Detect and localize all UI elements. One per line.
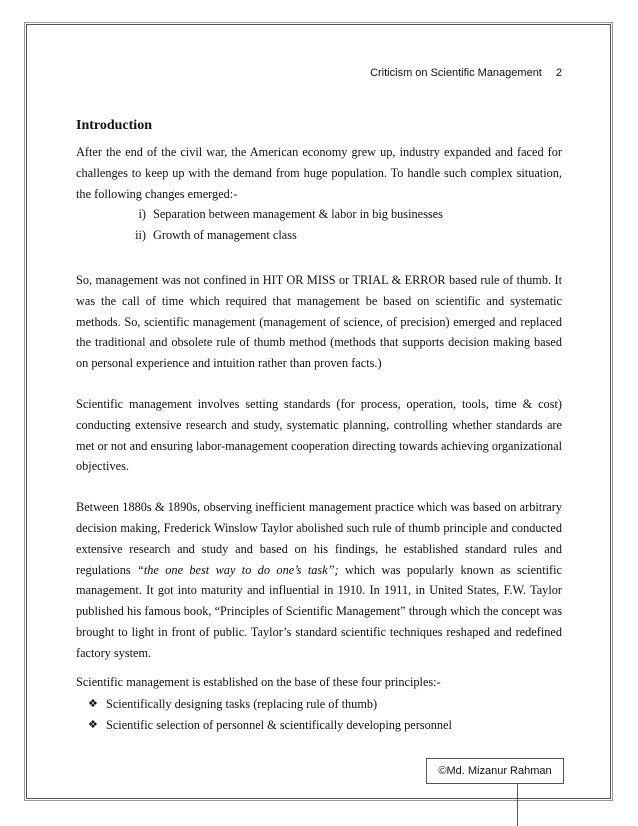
principles-list (88, 694, 562, 736)
paragraph-taylor (76, 497, 562, 663)
document-body (76, 118, 562, 736)
taylor-text-end: which was popularly known as scientific management. It got into maturity and influential in 1910. In 1911, in United States, F.W. Taylor published his famous book, “Principles of Scientific Management” through which the concept was brought to light in front of public. Taylor’s standard scientific techniques reshaped and redefined factory system. (76, 562, 562, 660)
diamond-bullet-icon: ❖ (88, 697, 98, 711)
taylor-quote: “the one best way to do one’s task”; (137, 562, 339, 577)
intro-paragraph: After the end of the civil war, the American economy grew up, industry expanded and faced for challenges to keep up with the demand from huge population. To handle such complex situation, the following changes emerged:- (76, 145, 562, 201)
section-heading: Introduction (76, 118, 152, 133)
running-header (0, 67, 562, 79)
footer-divider (517, 784, 518, 826)
page-number: 2 (555, 67, 562, 79)
footer-author: ©Md. Mizanur Rahman (438, 765, 552, 777)
list-item (88, 715, 562, 736)
list-item-text: Scientific selection of personnel & scientifically developing personnel (106, 718, 452, 733)
list-item-text: Growth of management class (153, 228, 297, 243)
paragraph-definition: Scientific management involves setting standards (for process, operation, tools, time & cost) conducting extensive research and study, systematic planning, controlling whether standards are met or not and ensuring labor-management cooperation directing towards achieving organizational objectives. (76, 396, 562, 474)
list-item-text: Scientifically designing tasks (replacing rule of thumb) (106, 697, 378, 712)
header-title: Criticism on Scientific Management (370, 67, 542, 79)
list-item-text: Separation between management & labor in big businesses (153, 207, 443, 222)
changes-list (126, 204, 562, 246)
taylor-text-start: Between 1880s & 1890s, observing inefficient management practice which was based on arbitrary decision making, Frederick Winslow Taylor abolished such rule of thumb principle and conducted extensive research and study and based on his findings, he established standard rules and regulations (76, 500, 562, 577)
paragraph-rule-of-thumb: So, management was not confined in HIT OR MISS or TRIAL & ERROR based rule of thumb. It was the call of time which required that management be based on scientific and systematic methods. So, scientific management (management of science, of precision) emerged and replaced the traditional and obsolete rule of thumb method (methods that supports decision making based on personal experience and intuition rather than proven facts.) (76, 272, 562, 371)
list-item (126, 204, 562, 225)
list-marker: i) (138, 207, 146, 222)
list-item (126, 225, 562, 246)
list-item (88, 694, 562, 715)
principles-intro: Scientific management is established on the base of these four principles:- (76, 674, 441, 689)
diamond-bullet-icon: ❖ (88, 718, 98, 732)
footer-author-box (426, 758, 564, 784)
list-marker: ii) (135, 228, 146, 243)
